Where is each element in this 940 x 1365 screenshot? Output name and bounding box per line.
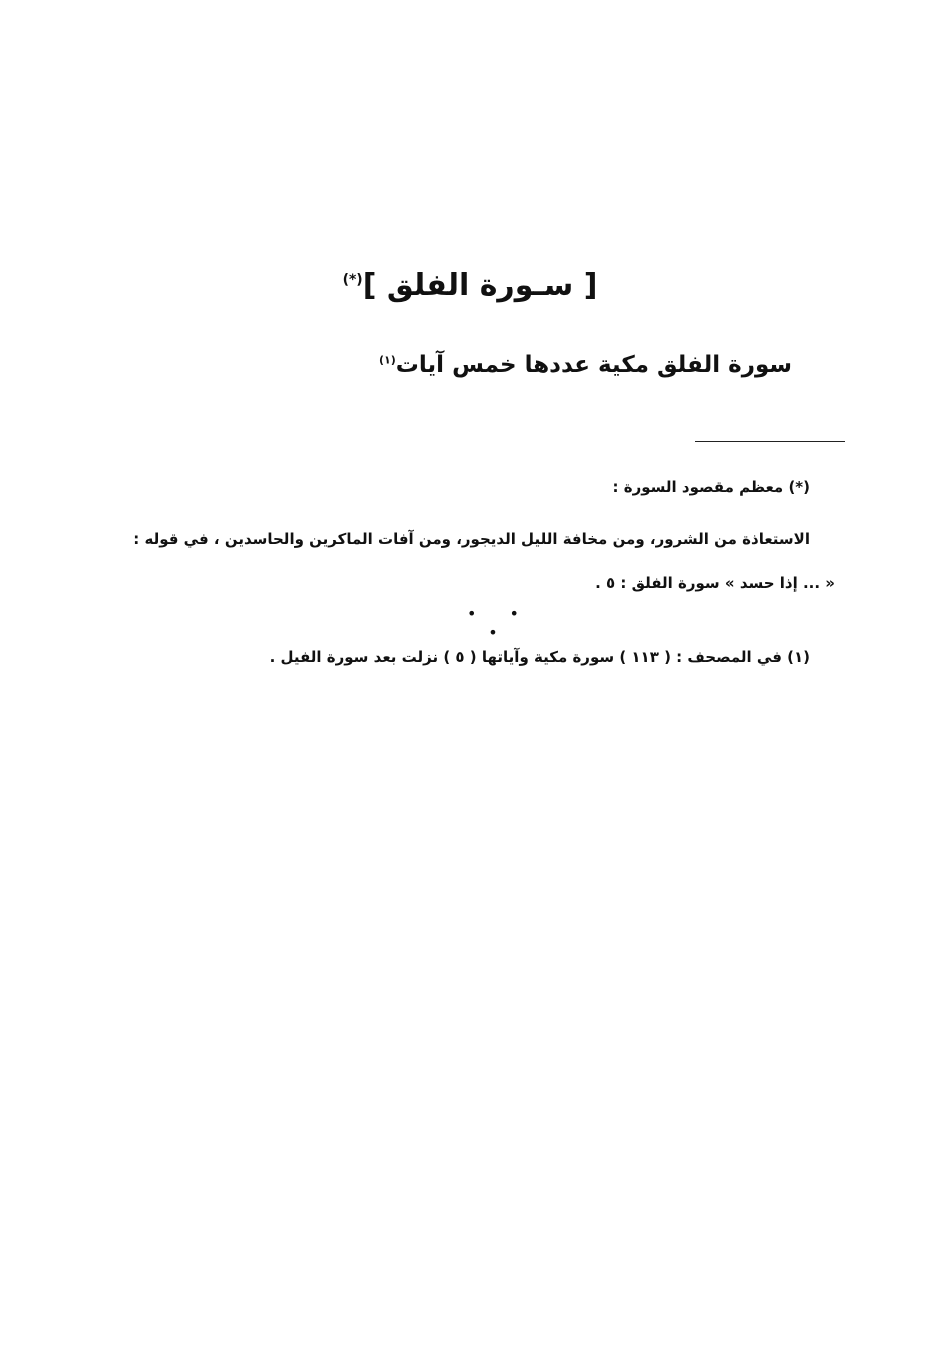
footnote-star-line-1: الاستعاذة من الشرور، ومن مخافة الليل الديجور، ومن آفات الماكرين والحاسدين ، في قوله : xyxy=(133,530,810,548)
footnote-divider xyxy=(695,441,845,442)
surah-subtitle-text: سورة الفلق مكية عددها خمس آيات xyxy=(395,352,792,378)
footnote-one: (١) في المصحف : ( ١١٣ ) سورة مكية وآياتها ( ٥ ) نزلت بعد سورة الفيل . xyxy=(269,648,810,666)
footnote-star-line-2: « ... إذا حسد » سورة الفلق : ٥ . xyxy=(595,574,835,592)
footnote-star-heading: (*) معظم مقصود السورة : xyxy=(612,478,810,496)
surah-title-text: [ سـورة الفلق ] xyxy=(362,268,598,303)
surah-title xyxy=(300,268,640,303)
section-separator-dots: • • • xyxy=(467,604,533,642)
surah-title-footnote-marker: (*) xyxy=(342,272,363,288)
surah-subtitle-footnote-marker: (١) xyxy=(379,353,396,367)
surah-subtitle xyxy=(379,352,792,378)
